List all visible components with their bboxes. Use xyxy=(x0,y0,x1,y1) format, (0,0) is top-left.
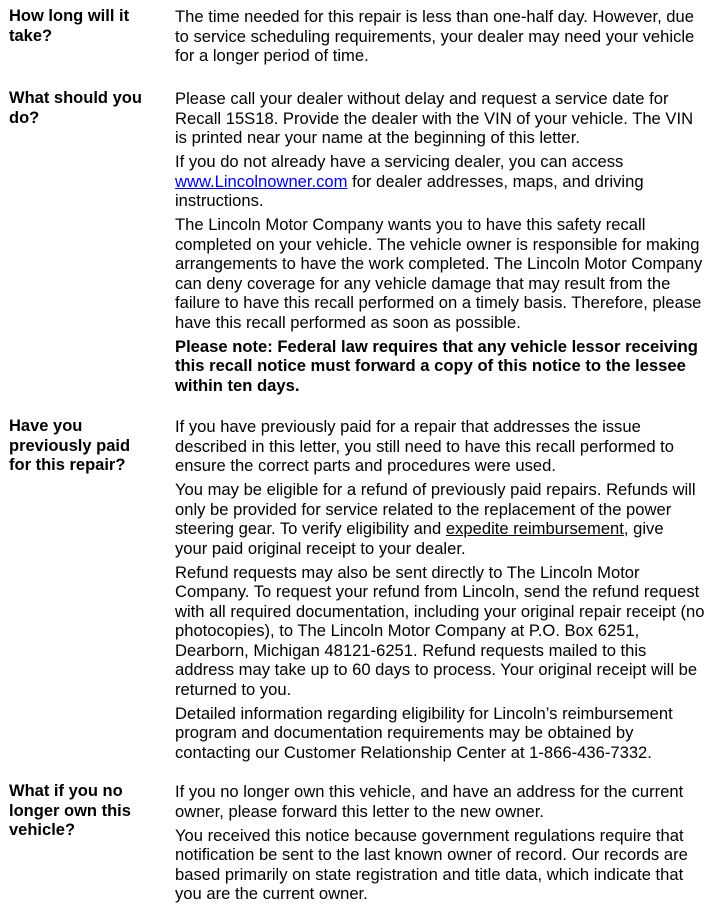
answer-line: Dearborn, Michigan 48121-6251. Refund requests mailed to this xyxy=(175,640,647,660)
answer-line: this recall notice must forward a copy of this notice to the lessee xyxy=(175,356,686,375)
answer-line: failure to have this recall performed on a timely basis. Therefore, please xyxy=(175,293,702,312)
answer-line: within ten days. xyxy=(175,375,300,395)
answer-line xyxy=(175,519,720,539)
answer-line: only be provided for service related to the replacement of the power xyxy=(175,499,672,519)
answer-line: completed on your vehicle. The vehicle owner is responsible for making xyxy=(175,234,700,254)
answers-how-long xyxy=(175,7,720,70)
question-line: take? xyxy=(9,26,53,45)
answers-previously-paid xyxy=(175,417,720,767)
answers-no-longer-own xyxy=(175,782,720,908)
answer-line: ensure the correct parts and procedures were used. xyxy=(175,456,556,475)
answer-line: can deny coverage for any vehicle damage that may result from the xyxy=(175,273,671,293)
expedite-reimbursement-text: expedite reimbursement xyxy=(445,519,624,538)
question-what-should-you-do xyxy=(9,89,164,128)
answer-line: You received this notice because government regulations require that xyxy=(175,825,684,845)
question-line: What if you no xyxy=(9,782,123,800)
answer-line: program and documentation requirements may be obtained by xyxy=(175,723,634,742)
answer-line: If you do not already have a servicing dealer, you can access xyxy=(175,152,624,171)
answer-line: Please note: Federal law requires that any vehicle lessor receiving xyxy=(175,336,698,356)
answer-paragraph xyxy=(175,417,720,476)
question-line: What should you xyxy=(9,89,142,107)
answer-line: to service scheduling requirements, your dealer may need your vehicle xyxy=(175,26,695,46)
answer-line: instructions. xyxy=(175,191,264,210)
answer-line: contacting our Customer Relationship Center at 1-866-436-7332. xyxy=(175,742,652,762)
question-line: How long will it xyxy=(9,7,130,25)
answer-line: If you no longer own this vehicle, and have an address for the current xyxy=(175,782,684,801)
answer-line: If you have previously paid for a repair that addresses the issue xyxy=(175,417,641,436)
answer-line: photocopies), to The Lincoln Motor Company at P.O. Box 6251, xyxy=(175,621,640,640)
answer-line: Detailed information regarding eligibility for Lincoln’s reimbursement xyxy=(175,703,673,723)
lincolnowner-link[interactable]: www.Lincolnowner.com xyxy=(175,171,348,191)
answer-line: Please call your dealer without delay and request a service date for xyxy=(175,89,669,108)
answer-line: address may take up to 60 days to process. Your original receipt will be xyxy=(175,660,698,679)
federal-law-note xyxy=(175,337,720,396)
answer-line: notification be sent to the last known owner of record. Our records are xyxy=(175,845,688,864)
answer-line: have this recall performed as soon as possible. xyxy=(175,312,521,332)
answer-paragraph xyxy=(175,215,720,332)
answer-line xyxy=(175,172,720,192)
question-no-longer-own xyxy=(9,782,164,841)
answer-paragraph-refund-eligibility xyxy=(175,480,720,558)
question-line: vehicle? xyxy=(9,821,76,839)
question-line: Have you xyxy=(9,417,83,435)
answer-line: The Lincoln Motor Company wants you to have this safety recall xyxy=(175,215,646,234)
question-line: previously paid xyxy=(9,436,131,455)
answer-line: you are the current owner. xyxy=(175,884,368,903)
answer-paragraph xyxy=(175,826,720,904)
answer-paragraph xyxy=(175,563,720,700)
answer-text: steering gear. To verify eligibility and xyxy=(175,519,446,538)
answer-line: with all required documentation, including your original repair receipt (no xyxy=(175,601,705,621)
question-line: do? xyxy=(9,108,40,127)
answer-text: for dealer addresses, maps, and driving xyxy=(347,171,644,191)
answer-line: arrangements to have the work completed. The Lincoln Motor Company xyxy=(175,254,703,273)
question-line: longer own this xyxy=(9,801,131,820)
answer-paragraph-dealer-link xyxy=(175,152,720,211)
answer-line: Company. To request your refund from Lincoln, send the refund request xyxy=(175,582,700,601)
answers-what-should-you-do xyxy=(175,89,720,400)
answer-line: based primarily on state registration and title data, which indicate that xyxy=(175,864,684,884)
answer-line: owner, please forward this letter to the new owner. xyxy=(175,801,544,821)
answer-line: for a longer period of time. xyxy=(175,46,369,65)
question-line: for this repair? xyxy=(9,456,126,474)
answer-paragraph xyxy=(175,89,720,148)
answer-line: your paid original receipt to your dealer. xyxy=(175,538,466,558)
answer-line: Recall 15S18. Provide the dealer with the VIN of your vehicle. The VIN xyxy=(175,108,694,128)
answer-line: described in this letter, you still need to have this recall performed to xyxy=(175,436,674,456)
answer-line: Refund requests may also be sent directly to The Lincoln Motor xyxy=(175,562,640,582)
question-previously-paid xyxy=(9,417,164,476)
answer-line: is printed near your name at the beginning of this letter. xyxy=(175,128,580,147)
answer-line: The time needed for this repair is less than one-half day. However, due xyxy=(175,7,694,26)
answer-line: returned to you. xyxy=(175,679,292,699)
answer-paragraph xyxy=(175,7,720,66)
answer-paragraph xyxy=(175,782,720,821)
answer-text: , give xyxy=(623,519,664,538)
question-how-long xyxy=(9,7,164,46)
answer-paragraph xyxy=(175,704,720,763)
answer-line: You may be eligible for a refund of previously paid repairs. Refunds will xyxy=(175,480,696,499)
